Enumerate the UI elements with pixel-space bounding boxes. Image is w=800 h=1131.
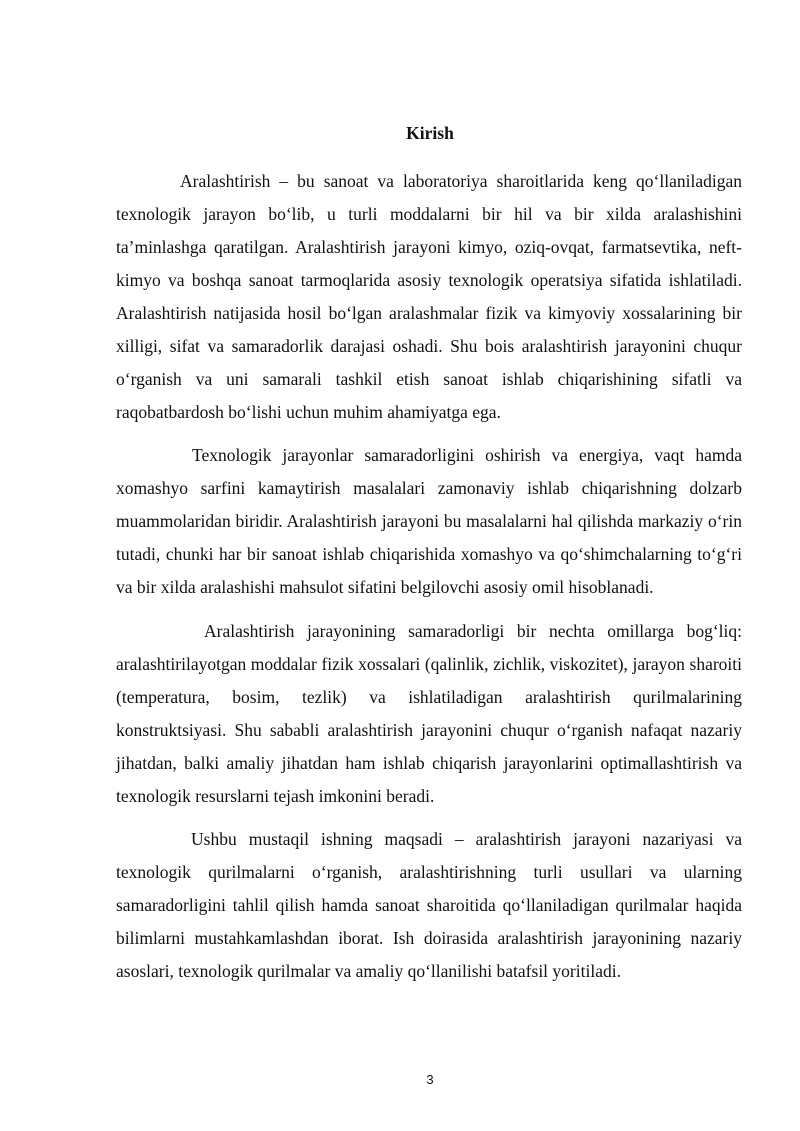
- paragraph-3: Aralashtirish jarayonining samaradorligi bir nechta omillarga bog‘liq: aralashtirilayotgan moddalar fizik xossalari (qalinlik, zichlik, viskozitet), jarayon sharoiti (temperatura, bosim, tezlik) va ishlatiladigan aralashtirish qurilmalarining konstruktsiyasi. Shu sababli aralashtirish jarayonini chuqur o‘rganish nafaqat nazariy jihatdan, balki amaliy jihatdan ham ishlab chiqarish jarayonlarini optimallashtirish va texnologik resurslarni tejash imkonini beradi.: [116, 621, 742, 806]
- paragraph-1: Aralashtirish – bu sanoat va laboratoriya sharoitlarida keng qo‘llaniladigan texnologik jarayon bo‘lib, u turli moddalarni bir hil va bir xilda aralashishini ta’minlashga qaratilgan. Aralashtirish jarayoni kimyo, oziq-ovqat, farmatsevtika, neft-kimyo va boshqa sanoat tarmoqlarida asosiy texnologik operatsiya sifatida ishlatiladi. Aralashtirish natijasida hosil bo‘lgan aralashmalar fizik va kimyoviy xossalarining bir xilligi, sifat va samaradorlik darajasi oshadi. Shu bois aralashtirish jarayonini chuqur o‘rganish va uni samarali tashkil etish sanoat ishlab chiqarishining sifatli va raqobatbardosh bo‘lishi uchun muhim ahamiyatga ega.: [116, 171, 742, 422]
- paragraph-4: Ushbu mustaqil ishning maqsadi – aralashtirish jarayoni nazariyasi va texnologik qurilmalarni o‘rganish, aralashtirishning turli usullari va ularning samaradorligini tahlil qilish hamda sanoat sharoitida qo‘llaniladigan qurilmalar haqida bilimlarni mustahkamlashdan iborat. Ish doirasida aralashtirish jarayonining nazariy asoslari, texnologik qurilmalar va amaliy qo‘llanilishi batafsil yoritiladi.: [116, 829, 742, 981]
- page-number: 3: [426, 1072, 434, 1087]
- paragraph-2: Texnologik jarayonlar samaradorligini oshirish va energiya, vaqt hamda xomashyo sarfini kamaytirish masalalari zamonaviy ishlab chiqarishning dolzarb muammolaridan biridir. Aralashtirish jarayoni bu masalalarni hal qilishda markaziy o‘rin tutadi, chunki har bir sanoat ishlab chiqarishida xomashyo va qo‘shimchalarning to‘g‘ri va bir xilda aralashishi mahsulot sifatini belgilovchi asosiy omil hisoblanadi.: [116, 445, 742, 597]
- section-title: Kirish: [406, 123, 454, 143]
- body-text: [116, 165, 742, 988]
